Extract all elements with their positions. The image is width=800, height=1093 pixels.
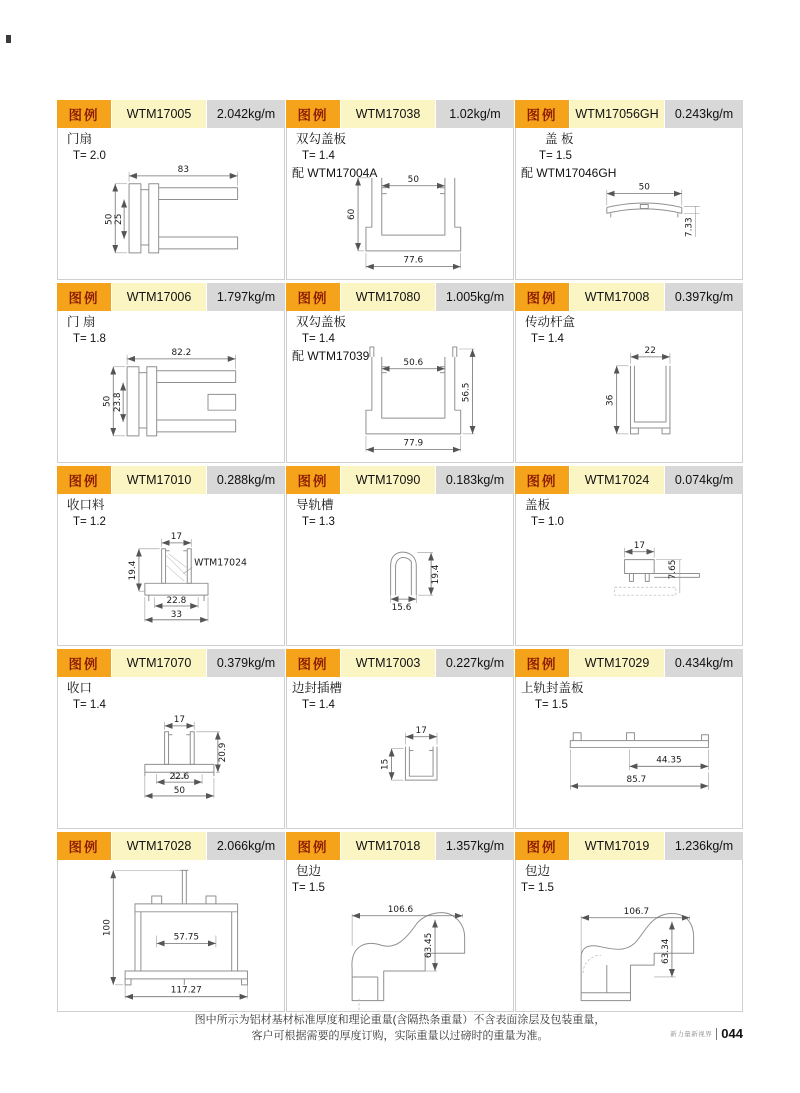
profile-description — [521, 131, 616, 182]
page-number: 044 — [721, 1026, 743, 1041]
profile-card — [515, 649, 743, 829]
unit-weight: 2.066kg/m — [207, 832, 285, 860]
thickness: T= 1.5 — [292, 882, 325, 894]
dim-label: 50 — [104, 213, 115, 225]
card-header — [286, 466, 514, 494]
profile-outline — [352, 913, 465, 1001]
card-header — [57, 466, 285, 494]
unit-weight: 0.243kg/m — [665, 100, 743, 128]
unit-weight: 0.183kg/m — [436, 466, 514, 494]
dim-label: 50.6 — [403, 357, 424, 368]
profile-description — [292, 131, 377, 182]
profile-card — [286, 832, 514, 1012]
unit-weight: 1.02kg/m — [436, 100, 514, 128]
dimensions — [347, 175, 461, 269]
model-code: WTM17070 — [112, 649, 206, 677]
dim-label: 15.6 — [391, 602, 412, 613]
legend-badge: 图例 — [515, 832, 569, 860]
profile-name: 收口 — [67, 681, 93, 695]
unit-weight: 1.797kg/m — [207, 283, 285, 311]
profile-name: 上轨封盖板 — [521, 681, 584, 695]
card-body — [515, 128, 743, 280]
profile-card — [286, 466, 514, 646]
profile-outline — [127, 367, 236, 436]
card-header — [515, 832, 743, 860]
profile-card — [515, 832, 743, 1012]
profile-card — [57, 832, 285, 1012]
dim-label: 17 — [415, 725, 427, 736]
dim-label: 85.7 — [626, 775, 647, 786]
card-header — [57, 100, 285, 128]
card-header — [57, 832, 285, 860]
profile-description — [292, 680, 342, 714]
footer-line2: 客户可根据需要的厚度订购，实际重量以过磅时的重量为准。 — [251, 1030, 549, 1042]
profile-name: 传动杆盒 — [525, 315, 576, 329]
legend-badge: 图例 — [286, 832, 340, 860]
thickness: T= 1.2 — [73, 516, 106, 528]
card-body — [515, 494, 743, 646]
legend-badge: 图例 — [57, 100, 111, 128]
thickness: T= 1.5 — [535, 699, 568, 711]
dim-label: 50 — [102, 395, 113, 407]
dim-label: 63.34 — [660, 938, 671, 965]
thickness: T= 1.8 — [73, 333, 106, 345]
unit-weight: 0.397kg/m — [665, 283, 743, 311]
dim-label: 82.2 — [171, 347, 192, 358]
profile-outline — [366, 178, 461, 251]
dimensions — [145, 715, 228, 798]
match-code: 配 WTM17004A — [292, 166, 378, 180]
model-code: WTM17080 — [341, 283, 435, 311]
dim-label: 17 — [173, 714, 186, 725]
profile-outline — [405, 747, 437, 781]
profile-card — [57, 466, 285, 646]
thickness: T= 1.5 — [539, 150, 572, 162]
card-body — [57, 494, 285, 646]
unit-weight: 1.005kg/m — [436, 283, 514, 311]
dim-label: 22 — [644, 345, 656, 356]
dim-label: 23.8 — [113, 392, 124, 413]
unit-weight: 0.227kg/m — [436, 649, 514, 677]
model-code: WTM17090 — [341, 466, 435, 494]
card-body — [286, 311, 514, 463]
legend-badge: 图例 — [515, 283, 569, 311]
card-header — [286, 832, 514, 860]
thickness: T= 1.4 — [531, 333, 564, 345]
dim-label: 17 — [633, 540, 646, 551]
unit-weight: 1.236kg/m — [665, 832, 743, 860]
card-body — [515, 860, 743, 1012]
legend-badge: 图例 — [286, 100, 340, 128]
profile-name: 双勾盖板 — [296, 132, 347, 146]
profile-name: 收口料 — [67, 498, 105, 512]
dim-label: 15 — [380, 758, 391, 770]
profile-card — [286, 283, 514, 463]
profile-name: 门扇 — [67, 132, 93, 146]
dim-label: 83 — [177, 164, 189, 175]
dim-label: 7.65 — [667, 559, 678, 580]
legend-badge: 图例 — [57, 466, 111, 494]
card-body — [286, 128, 514, 280]
dim-label: 20.9 — [217, 742, 228, 763]
dim-label: 25 — [114, 213, 125, 225]
dimensions — [102, 348, 235, 436]
model-code: WTM17038 — [341, 100, 435, 128]
dimensions — [625, 541, 682, 593]
profile-name: 双勾盖板 — [296, 315, 347, 329]
card-header — [286, 649, 514, 677]
card-body — [57, 860, 285, 1012]
card-header — [286, 100, 514, 128]
divider — [716, 1028, 717, 1040]
profile-card — [286, 100, 514, 280]
card-header — [57, 649, 285, 677]
profile-card — [515, 466, 743, 646]
profile-drawing — [58, 860, 284, 1011]
profile-description — [521, 314, 575, 348]
card-body — [57, 311, 285, 463]
profile-name: 盖板 — [525, 498, 551, 512]
profile-outline — [570, 733, 708, 748]
card-body — [286, 494, 514, 646]
profile-name: 包边 — [525, 864, 551, 878]
card-body — [515, 311, 743, 463]
print-mark — [6, 35, 11, 43]
profile-grid — [57, 100, 743, 1012]
model-code: WTM17056GH — [570, 100, 664, 128]
card-body — [286, 860, 514, 1012]
dimensions — [381, 726, 437, 780]
model-code: WTM17028 — [112, 832, 206, 860]
model-code: WTM17029 — [570, 649, 664, 677]
legend-badge: 图例 — [515, 649, 569, 677]
legend-badge: 图例 — [286, 283, 340, 311]
profile-card — [57, 283, 285, 463]
dimensions — [607, 183, 700, 237]
dim-label: 77.6 — [403, 255, 424, 266]
profile-description — [292, 863, 325, 897]
dim-label: 19.4 — [127, 560, 138, 581]
card-header — [515, 283, 743, 311]
dim-label: 36 — [605, 394, 616, 406]
dim-label: 33 — [170, 609, 183, 620]
profile-outline — [630, 366, 669, 434]
dim-label: 7.33 — [684, 217, 695, 238]
card-body — [57, 128, 285, 280]
dimensions — [104, 165, 237, 253]
card-header — [515, 100, 743, 128]
profile-name: 盖 板 — [545, 132, 574, 146]
profile-description — [292, 497, 335, 531]
card-header — [57, 283, 285, 311]
legend-badge: 图例 — [515, 466, 569, 494]
match-code: 配 WTM17039 — [292, 349, 370, 363]
profile-card — [57, 649, 285, 829]
dim-label: 57.75 — [173, 932, 200, 943]
thickness: T= 1.3 — [302, 516, 335, 528]
profile-description — [292, 314, 369, 365]
page-info — [670, 1026, 743, 1041]
profile-name: 包边 — [296, 864, 322, 878]
profile-name: 导轨槽 — [296, 498, 334, 512]
profile-description — [521, 863, 554, 897]
dimensions — [352, 905, 463, 971]
unit-weight: 0.288kg/m — [207, 466, 285, 494]
legend-badge: 图例 — [515, 100, 569, 128]
profile-outline — [125, 870, 247, 984]
dim-label: 50 — [407, 174, 419, 185]
model-code: WTM17008 — [570, 283, 664, 311]
legend-badge: 图例 — [286, 466, 340, 494]
legend-badge: 图例 — [57, 649, 111, 677]
dim-label: 22.6 — [169, 772, 190, 783]
dim-label: 100 — [102, 919, 113, 937]
profile-outline — [581, 914, 694, 1001]
model-code: WTM17018 — [341, 832, 435, 860]
brand-text: 新力量新视界 — [670, 1031, 713, 1038]
profile-outline — [607, 203, 682, 217]
dim-label: 56.5 — [461, 382, 472, 403]
card-header — [286, 283, 514, 311]
unit-weight: 2.042kg/m — [207, 100, 285, 128]
profile-card — [286, 649, 514, 829]
unit-weight: 0.434kg/m — [665, 649, 743, 677]
profile-description — [63, 680, 106, 714]
dim-label: 22.8 — [166, 596, 187, 607]
legend-badge: 图例 — [57, 832, 111, 860]
card-body — [286, 677, 514, 829]
dim-label: 63.45 — [424, 932, 435, 959]
model-code: WTM17024 — [570, 466, 664, 494]
profile-description — [521, 497, 564, 531]
card-body — [57, 677, 285, 829]
thickness: T= 1.4 — [302, 333, 335, 345]
dim-label: 77.9 — [403, 438, 424, 449]
match-code: 配 WTM17046GH — [521, 166, 617, 180]
dim-label: 106.6 — [387, 904, 414, 915]
dim-label: 50 — [638, 182, 650, 193]
footer-line1: 图中所示为铝材基材标准厚度和理论重量(含隔热条重量）不含表面涂层及包装重量， — [194, 1014, 606, 1026]
model-code: WTM17003 — [341, 649, 435, 677]
card-body — [515, 677, 743, 829]
thickness: T= 1.4 — [302, 699, 335, 711]
profile-name: 边封插槽 — [292, 681, 343, 695]
model-code: WTM17006 — [112, 283, 206, 311]
profile-outline — [391, 552, 417, 595]
dimensions — [606, 346, 670, 434]
profile-card — [515, 100, 743, 280]
legend-badge: 图例 — [57, 283, 111, 311]
dim-label: 50 — [173, 785, 186, 796]
thickness: T= 2.0 — [73, 150, 106, 162]
dim-label: 19.4 — [430, 564, 441, 585]
model-code: WTM17005 — [112, 100, 206, 128]
profile-outline — [625, 560, 700, 582]
dim-label: 44.35 — [656, 755, 682, 766]
profile-description — [521, 680, 584, 714]
dim-label: 117.27 — [170, 985, 202, 996]
thickness: T= 1.4 — [302, 150, 335, 162]
thickness: T= 1.5 — [521, 882, 554, 894]
profile-card — [515, 283, 743, 463]
thickness: T= 1.0 — [531, 516, 564, 528]
dim-label: 106.7 — [623, 906, 650, 917]
dimensions — [570, 750, 708, 790]
annotation-label: WTM17024 — [194, 557, 248, 569]
profile-outline — [129, 184, 238, 253]
profile-card — [57, 100, 285, 280]
profile-name: 门 扇 — [67, 315, 96, 329]
unit-weight: 1.357kg/m — [436, 832, 514, 860]
card-header — [515, 649, 743, 677]
profile-description — [63, 131, 106, 165]
thickness: T= 1.4 — [73, 699, 106, 711]
dim-label: 60 — [347, 208, 358, 221]
profile-description — [63, 314, 106, 348]
model-code: WTM17019 — [570, 832, 664, 860]
unit-weight: 0.379kg/m — [207, 649, 285, 677]
legend-badge: 图例 — [286, 649, 340, 677]
profile-description — [63, 497, 106, 531]
model-code: WTM17010 — [112, 466, 206, 494]
unit-weight: 0.074kg/m — [665, 466, 743, 494]
card-header — [515, 466, 743, 494]
dim-label: 17 — [170, 531, 183, 542]
